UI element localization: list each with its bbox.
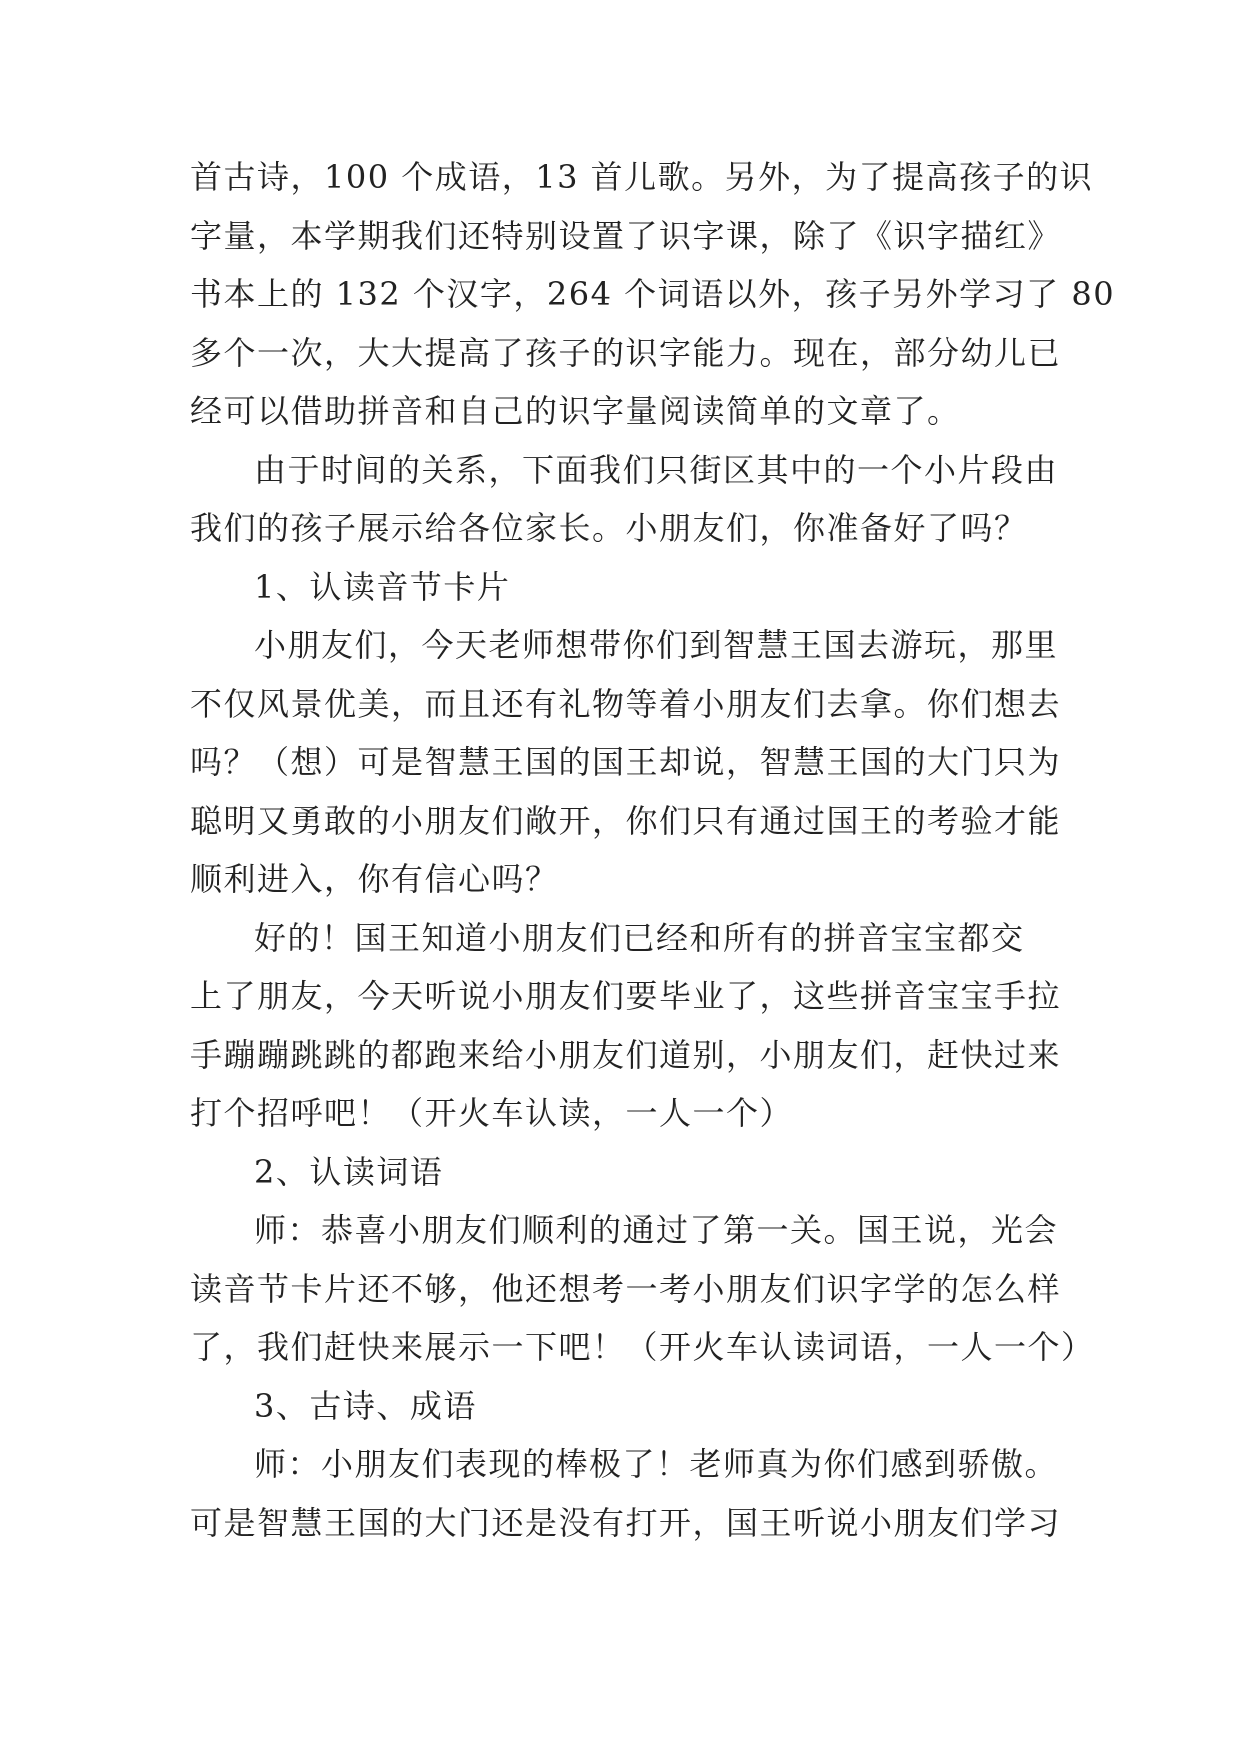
text-line: 手蹦蹦跳跳的都跑来给小朋友们道别，小朋友们，赶快过来 bbox=[190, 1035, 1062, 1074]
text-line: 由于时间的关系，下面我们只街区其中的一个小片段由 bbox=[254, 450, 1059, 489]
paragraph-first-level bbox=[190, 1201, 1095, 1377]
text-line: 不仅风景优美，而且还有礼物等着小朋友们去拿。你们想去 bbox=[190, 684, 1062, 723]
text-line: 好的！国王知道小朋友们已经和所有的拼音宝宝都交 bbox=[254, 918, 1025, 957]
text-line: 了，我们赶快来展示一下吧！（开火车认读词语，一人一个） bbox=[190, 1328, 1095, 1366]
paragraph-pinyin-friends bbox=[190, 909, 1062, 1143]
text-line: 小朋友们，今天老师想带你们到智慧王国去游玩，那里 bbox=[254, 626, 1059, 664]
text-line: 师：小朋友们表现的棒极了！老师真为你们感到骄傲。 bbox=[254, 1445, 1059, 1483]
paragraph-intro-summary bbox=[190, 148, 1116, 441]
text-line: 我们的孩子展示给各位家长。小朋友们，你准备好了吗？ bbox=[190, 509, 1028, 547]
text-line: 读音节卡片还不够，他还想考一考小朋友们识字学的怎么样 bbox=[190, 1269, 1062, 1308]
text-line: 字量，本学期我们还特别设置了识字课，除了《识字描红》 bbox=[190, 216, 1062, 255]
text-line: 顺利进入，你有信心吗？ bbox=[190, 860, 559, 898]
text-line: 上了朋友，今天听说小朋友们要毕业了，这些拼音宝宝手拉 bbox=[190, 977, 1062, 1015]
text-line: 聪明又勇敢的小朋友们敞开，你们只有通过国王的考验才能 bbox=[190, 801, 1062, 840]
text-line: 1、认读音节卡片 bbox=[254, 567, 511, 606]
text-line: 多个一次，大大提高了孩子的识字能力。现在，部分幼儿已 bbox=[190, 333, 1062, 372]
text-line: 吗？（想）可是智慧王国的国王却说，智慧王国的大门只为 bbox=[190, 743, 1062, 781]
paragraph-praise bbox=[190, 1435, 1062, 1552]
text-line: 3、古诗、成语 bbox=[254, 1386, 477, 1425]
paragraph-time-note bbox=[190, 441, 1059, 558]
paragraph-wisdom-kingdom bbox=[190, 616, 1062, 909]
section-heading-1 bbox=[190, 558, 1052, 617]
text-line: 2、认读词语 bbox=[254, 1152, 444, 1191]
document-body bbox=[190, 148, 1116, 1552]
section-heading-2 bbox=[190, 1143, 1052, 1202]
text-line: 打个招呼吧！（开火车认读，一人一个） bbox=[190, 1094, 794, 1132]
section-heading-3 bbox=[190, 1377, 1052, 1436]
text-line: 师：恭喜小朋友们顺利的通过了第一关。国王说，光会 bbox=[254, 1211, 1059, 1249]
text-line: 书本上的 132 个汉字，264 个词语以外，孩子另外学习了 80 bbox=[190, 275, 1116, 313]
text-line: 可是智慧王国的大门还是没有打开，国王听说小朋友们学习 bbox=[190, 1503, 1062, 1542]
text-line: 首古诗，100 个成语，13 首儿歌。另外，为了提高孩子的识 bbox=[190, 158, 1094, 196]
text-line: 经可以借助拼音和自己的识字量阅读简单的文章了。 bbox=[190, 392, 961, 430]
